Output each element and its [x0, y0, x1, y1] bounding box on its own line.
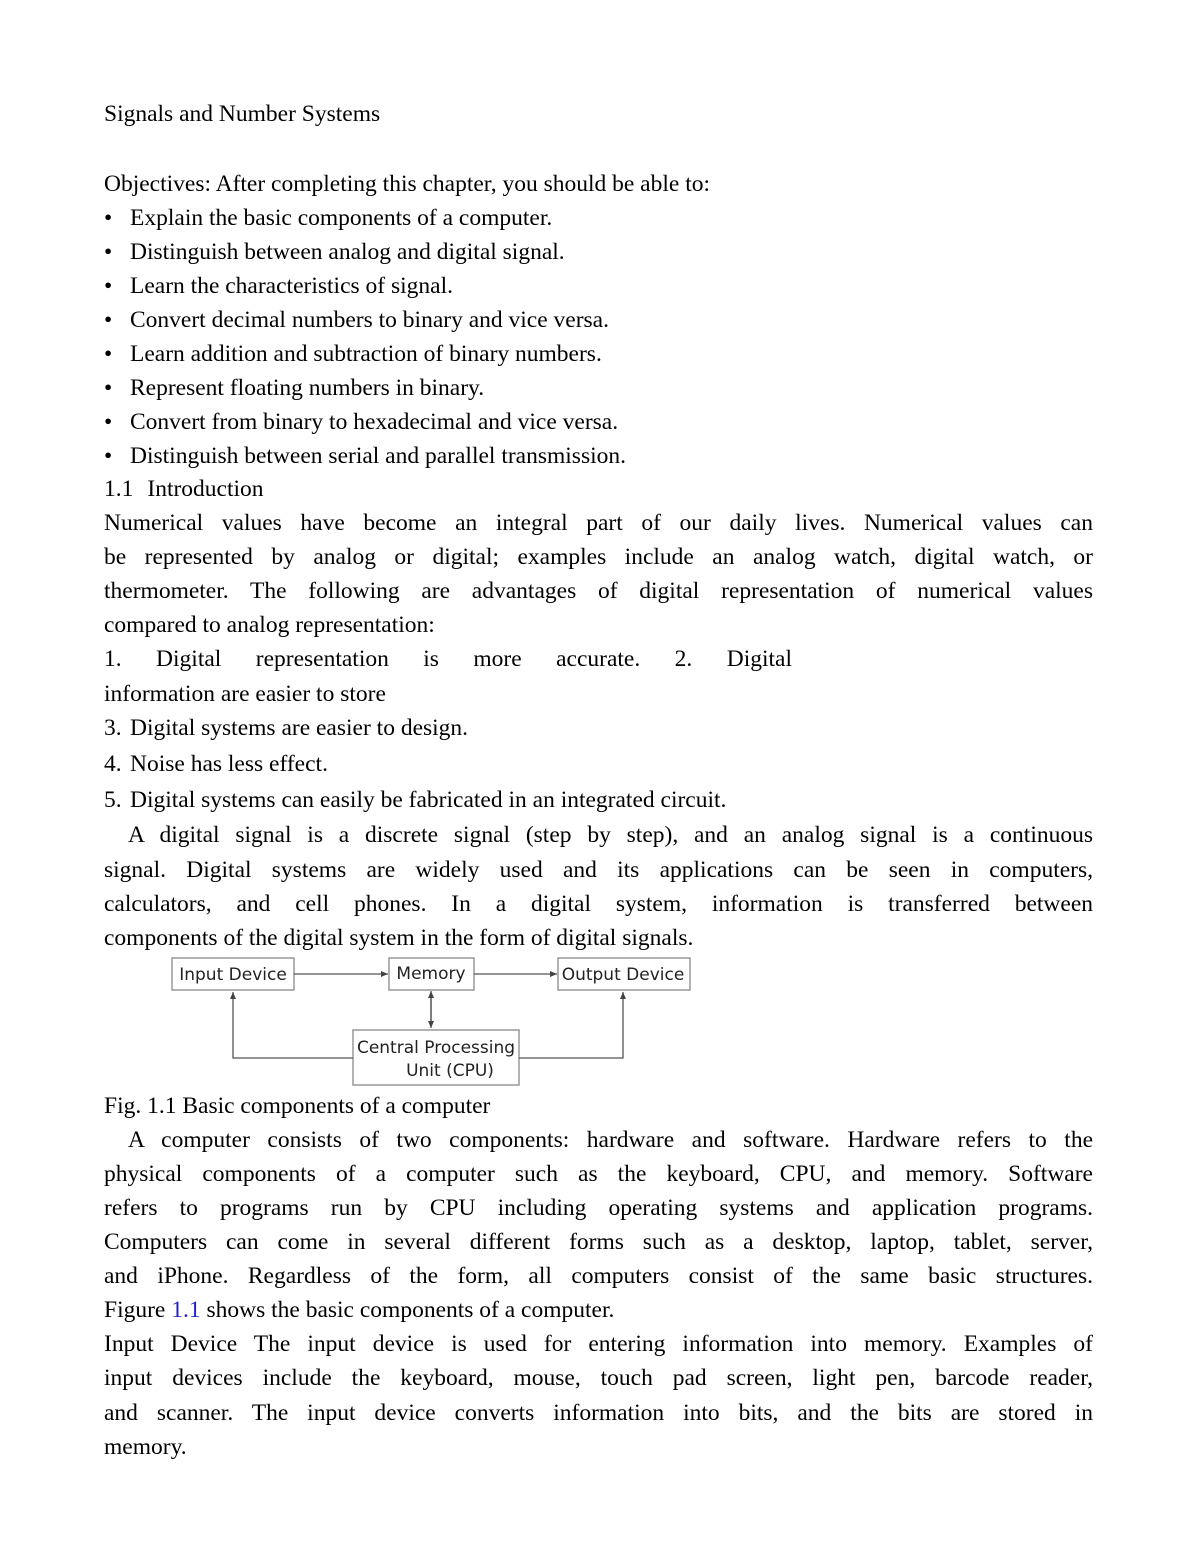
- paragraph-line: and scanner. The input device converts information into bits, and the bits are stored in: [104, 1400, 1093, 1426]
- paragraph-line: signal. Digital systems are widely used and its applications can be seen in computers,: [104, 857, 1093, 883]
- paragraph-line: compared to analog representation:: [104, 612, 435, 638]
- output-device-box: [558, 958, 690, 990]
- svg-text:Memory: Memory: [396, 964, 466, 984]
- objective-item: • Convert decimal numbers to binary and vice versa.: [104, 303, 1093, 337]
- svg-text:Unit (CPU): Unit (CPU): [406, 1061, 494, 1081]
- objective-item: • Learn addition and subtraction of binary numbers.: [104, 337, 1093, 371]
- bullet-icon: •: [104, 205, 113, 231]
- memory-box: [389, 958, 474, 990]
- paragraph-line: Numerical values have become an integral part of our daily lives. Numerical values can: [104, 510, 1093, 536]
- paragraph-line: memory.: [104, 1434, 187, 1460]
- document-title: Signals and Number Systems: [104, 101, 381, 127]
- advantage-item: 4. Noise has less effect.: [104, 751, 328, 777]
- paragraph-line: input devices include the keyboard, mouse, touch pad screen, light pen, barcode reader,: [104, 1365, 1093, 1391]
- paragraph-line: be represented by analog or digital; examples include an analog watch, digital watch, or: [104, 544, 1093, 570]
- input-device-box: [172, 958, 294, 990]
- objectives-heading: Objectives: After completing this chapter, you should be able to:: [104, 171, 710, 197]
- cpu-box: [353, 1030, 519, 1085]
- paragraph-line: physical components of a computer such as the keyboard, CPU, and memory. Software: [104, 1161, 1093, 1187]
- bullet-icon: •: [104, 239, 113, 265]
- paragraph-line: A computer consists of two components: hardware and software. Hardware refers to the: [128, 1127, 1093, 1153]
- advantage-line: 1. Digital representation is more accurate. 2. Digital: [104, 646, 792, 672]
- objective-item: • Convert from binary to hexadecimal and vice versa.: [104, 405, 1093, 439]
- advantage-line: information are easier to store: [104, 681, 386, 707]
- figure-link[interactable]: 1.1: [171, 1297, 201, 1323]
- paragraph-line: refers to programs run by CPU including operating systems and application programs.: [104, 1195, 1093, 1221]
- objective-item: • Learn the characteristics of signal.: [104, 269, 1093, 303]
- bullet-icon: •: [104, 409, 113, 435]
- svg-text:Central Processing: Central Processing: [356, 1038, 516, 1058]
- bullet-icon: •: [104, 307, 113, 333]
- paragraph-line: components of the digital system in the form of digital signals.: [104, 925, 694, 951]
- objective-item: • Distinguish between serial and parallel transmission.: [104, 439, 1093, 473]
- paragraph-line: and iPhone. Regardless of the form, all computers consist of the same basic structures.: [104, 1263, 1093, 1289]
- objective-item: • Distinguish between analog and digital signal.: [104, 235, 1093, 269]
- paragraph-line: thermometer. The following are advantages of digital representation of numerical values: [104, 578, 1093, 604]
- objective-item: • Explain the basic components of a computer.: [104, 201, 1093, 235]
- paragraph-line: calculators, and cell phones. In a digital system, information is transferred between: [104, 891, 1093, 917]
- paragraph-line: Input Device The input device is used for entering information into memory. Examples of: [104, 1331, 1093, 1357]
- bullet-icon: •: [104, 443, 113, 469]
- figure-caption: Fig. 1.1 Basic components of a computer: [104, 1093, 491, 1119]
- paragraph-line: A digital signal is a discrete signal (step by step), and an analog signal is a continuous: [128, 822, 1093, 848]
- advantage-item: 3. Digital systems are easier to design.: [104, 715, 469, 741]
- paragraph-line: Figure 1.1 shows the basic components of a computer.: [104, 1297, 615, 1323]
- bullet-icon: •: [104, 341, 113, 367]
- svg-text:Output Device: Output Device: [561, 965, 685, 985]
- bullet-icon: •: [104, 273, 113, 299]
- objective-item: • Represent floating numbers in binary.: [104, 371, 1093, 405]
- computer-components-diagram: [160, 950, 720, 1095]
- svg-text:Input Device: Input Device: [179, 965, 287, 985]
- advantage-item: 5. Digital systems can easily be fabricated in an integrated circuit.: [104, 787, 727, 813]
- paragraph-line: Computers can come in several different forms such as a desktop, laptop, tablet, server,: [104, 1229, 1093, 1255]
- section-heading: 1.1 Introduction: [104, 476, 264, 502]
- bullet-icon: •: [104, 375, 113, 401]
